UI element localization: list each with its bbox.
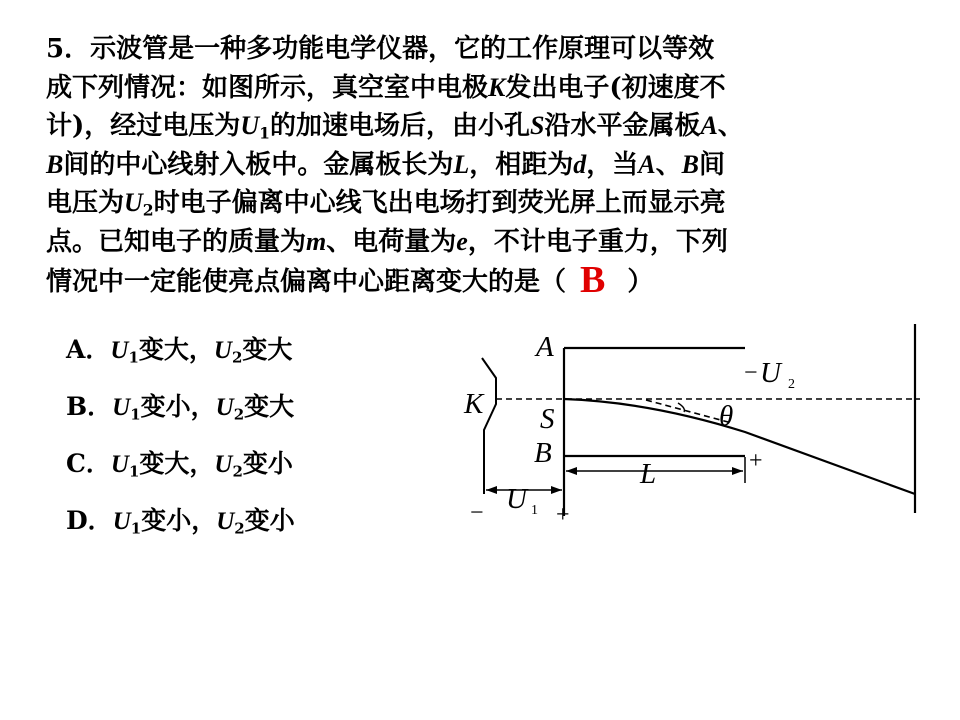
question-line-5: 电压为$U_2$时电子偏离中心线飞出电场打到荧光屏上而显示亮 [46, 188, 726, 220]
option-c: C．$U_1$变大，$U_2$变小 [66, 449, 293, 481]
sign-minus-u1: − [470, 500, 484, 526]
label-u1: U [506, 483, 527, 515]
question-line-7: 情况中一定能使亮点偏离中心距离变大的是（ B ） [46, 259, 654, 301]
question-line-2: 成下列情况：如图所示，真空室中电极K发出电子(初速度不 [46, 72, 726, 103]
label-l: L [640, 458, 657, 490]
label-k: K [464, 388, 484, 420]
sign-plus-u2: + [749, 448, 763, 474]
option-d: D．$U_1$变小，$U_2$变小 [66, 506, 295, 538]
question-line-3: 计)，经过电压为$U_1$的加速电场后，由小孔S沿水平金属板A、 [46, 111, 744, 143]
question-line-4: B间的中心线射入板中。金属板长为L，相距为d，当A、B间 [46, 149, 725, 180]
sign-plus-u1: + [556, 502, 570, 528]
label-u1-sub: 1 [531, 503, 538, 518]
option-b: B．$U_1$变小，$U_2$变大 [66, 392, 295, 424]
label-s: S [540, 403, 555, 435]
label-b: B [534, 437, 552, 469]
sign-minus-u2: − [744, 360, 758, 386]
label-theta: θ [719, 400, 734, 432]
electrode-k [482, 358, 496, 494]
question-line-6: 点。已知电子的质量为m、电荷量为e，不计电子重力，下列 [46, 226, 728, 257]
option-a: A．$U_1$变大，$U_2$变大 [66, 335, 293, 367]
oscilloscope-diagram [460, 318, 930, 528]
question-text [46, 30, 896, 302]
electron-trajectory [564, 399, 915, 494]
answer-mark: B [580, 259, 606, 301]
label-u2-sub: 2 [788, 377, 795, 392]
angle-arc [678, 403, 684, 412]
label-u2: U [760, 357, 781, 389]
label-a: A [536, 331, 554, 363]
question-line-1: 5．示波管是一种多功能电学仪器，它的工作原理可以等效 [46, 34, 715, 64]
